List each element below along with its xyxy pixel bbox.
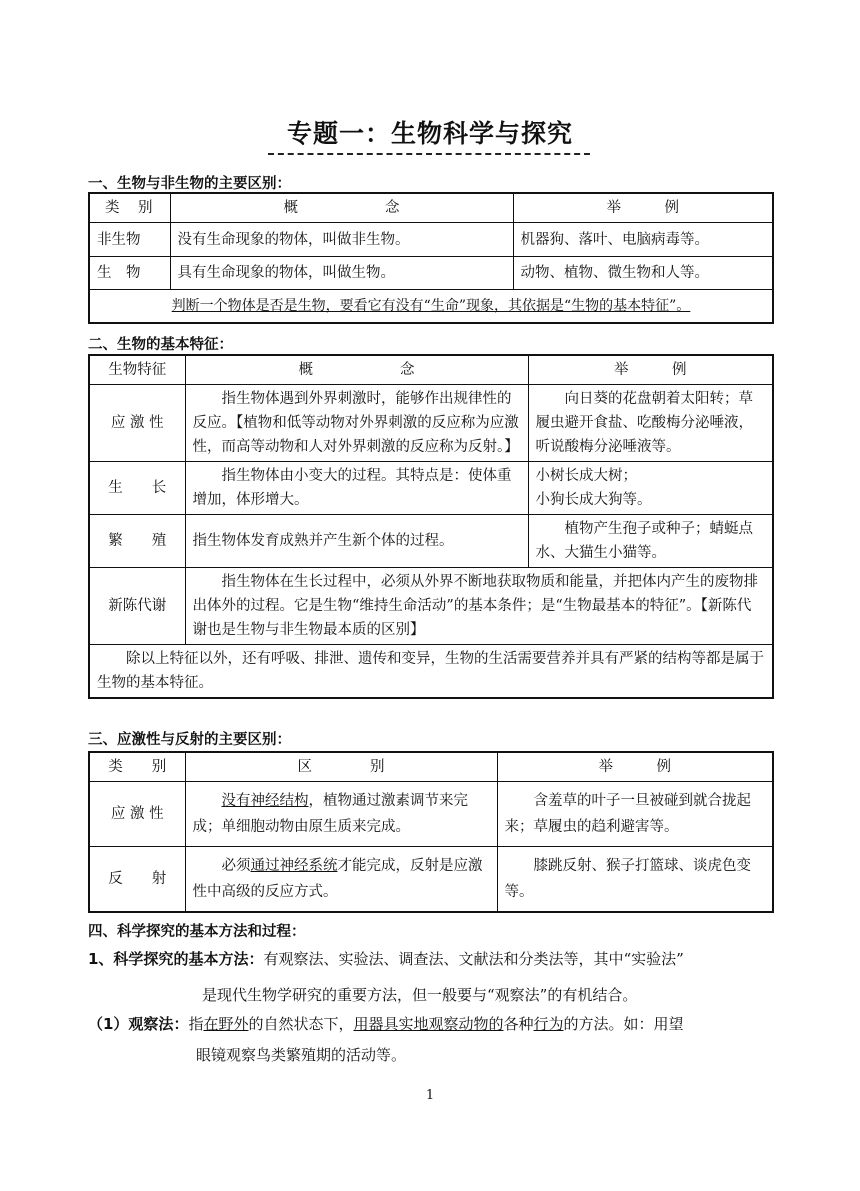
table-header-row: [89, 193, 773, 223]
difference-cell: [185, 782, 497, 847]
underlined-term: 没有神经结构: [221, 793, 309, 809]
footer-cell: 除以上特征以外，还有呼吸、排泄、遗传和变异，生物的生活需要营养并具有严紧的结构等都是属于生物的基本特征。: [89, 645, 773, 699]
section1-heading: 一、生物与非生物的主要区别：: [88, 176, 291, 192]
table-footer-row: [89, 645, 773, 699]
concept-cell: 指生物体遇到外界刺激时，能够作出规律性的反应。【植物和低等动物对外界刺激的反应称为应激性，而高等动物和人对外界刺激的反应称为反射。】: [185, 385, 528, 462]
method-line-cont: 是现代生物学研究的重要方法，但一般要与“观察法”的有机结合。: [202, 986, 638, 1004]
concept-cell: 具有生命现象的物体，叫做生物。: [170, 257, 513, 290]
difference-text: ，植物通过激素调节来完成；单细胞动物由原生质来完成。: [192, 793, 468, 835]
table-row: [89, 568, 773, 645]
header-cell: 概 念: [185, 355, 528, 385]
observation-line-cont: 眼镜观察鸟类繁殖期的活动等。: [196, 1046, 407, 1064]
table-header-row: [89, 355, 773, 385]
table-row: [89, 847, 773, 913]
example-cell: 动物、植物、微生物和人等。: [513, 257, 773, 290]
name-cell: 应 激 性: [89, 782, 185, 847]
table-row: [89, 782, 773, 847]
section3-table: [88, 751, 774, 913]
footer-text: 判断一个物体是否是生物，要看它有没有“生命”现象，其依据是“生物的基本特征”。: [171, 298, 691, 314]
header-cell: 类 别: [89, 193, 170, 223]
underlined-term: 用器具实地观察动物的: [353, 1015, 504, 1033]
header-cell: 生物特征: [89, 355, 185, 385]
name-cell: 反 射: [89, 847, 185, 913]
example-line: 小树长成大树；: [535, 468, 637, 484]
method-text: 有观察法、实验法、调查法、文献法和分类法等，其中“实验法”: [263, 950, 684, 968]
page-number: 1: [425, 1088, 435, 1103]
difference-text: 必须: [221, 858, 251, 874]
title-underline: [268, 153, 590, 155]
category-cell: 生 物: [89, 257, 170, 290]
underlined-term: 行为: [533, 1015, 564, 1033]
header-cell: 类 别: [89, 752, 185, 782]
example-cell: 膝跳反射、猴子打篮球、谈虎色变等。: [497, 847, 773, 913]
feature-cell: 应 激 性: [89, 385, 185, 462]
difference-text: 才能完成，反射是应激性中高级的反应方式。: [192, 858, 483, 900]
example-cell: 含羞草的叶子一旦被碰到就合拢起来；草履虫的趋利避害等。: [497, 782, 773, 847]
example-cell: 机器狗、落叶、电脑病毒等。: [513, 223, 773, 257]
table-row: [89, 385, 773, 462]
feature-cell: 繁 殖: [89, 515, 185, 568]
concept-cell: 指生物体由小变大的过程。其特点是：使体重增加，体形增大。: [185, 462, 528, 515]
observation-label: （1）观察法：: [88, 1015, 189, 1033]
table-row: [89, 515, 773, 568]
concept-cell: 指生物体发育成熟并产生新个体的过程。: [185, 515, 528, 568]
table-row: [89, 257, 773, 290]
underlined-term: 在野外: [203, 1015, 249, 1033]
underlined-term: 通过神经系统: [250, 858, 338, 874]
method-label: 1、科学探究的基本方法：: [88, 950, 264, 968]
header-cell: 举 例: [528, 355, 773, 385]
table-header-row: [89, 752, 773, 782]
footer-cell: [89, 290, 773, 324]
concept-cell: 指生物体在生长过程中，必须从外界不断地获取物质和能量，并把体内产生的废物排出体外的过程。它是生物“维持生命活动”的基本条件；是“生物最基本的特征”。【新陈代谢也是生物与非生物最本质的区别】: [185, 568, 773, 645]
section2-heading: 二、生物的基本特征：: [88, 337, 233, 353]
example-cell: [528, 462, 773, 515]
observation-text: 各种: [503, 1015, 534, 1033]
table-row: [89, 462, 773, 515]
section1-table: [88, 192, 774, 324]
feature-cell: 生 长: [89, 462, 185, 515]
difference-cell: [185, 847, 497, 913]
header-cell: 概 念: [170, 193, 513, 223]
section2-table: [88, 354, 774, 699]
feature-cell: 新陈代谢: [89, 568, 185, 645]
example-cell: 植物产生孢子或种子；蜻蜓点水、大猫生小猫等。: [528, 515, 773, 568]
observation-line: [88, 1011, 788, 1037]
concept-cell: 没有生命现象的物体，叫做非生物。: [170, 223, 513, 257]
example-line: 小狗长成大狗等。: [535, 492, 652, 508]
page-title: 专题一：生物科学与探究: [286, 119, 573, 148]
header-cell: 举 例: [497, 752, 773, 782]
category-cell: 非生物: [89, 223, 170, 257]
section3-heading: 三、应激性与反射的主要区别：: [88, 732, 291, 748]
table-footer-row: [89, 290, 773, 324]
table-row: [89, 223, 773, 257]
example-cell: 向日葵的花盘朝着太阳转；草履虫避开食盐、吃酸梅分泌唾液，听说酸梅分泌唾液等。: [528, 385, 773, 462]
observation-text: 指: [188, 1015, 204, 1033]
observation-text: 的自然状态下，: [248, 1015, 354, 1033]
header-cell: 举 例: [513, 193, 773, 223]
method-line: [88, 946, 788, 972]
header-cell: 区 别: [185, 752, 497, 782]
section4-heading: 四、科学探究的基本方法和过程：: [88, 924, 306, 940]
observation-text: 的方法。如：用望: [563, 1015, 684, 1033]
